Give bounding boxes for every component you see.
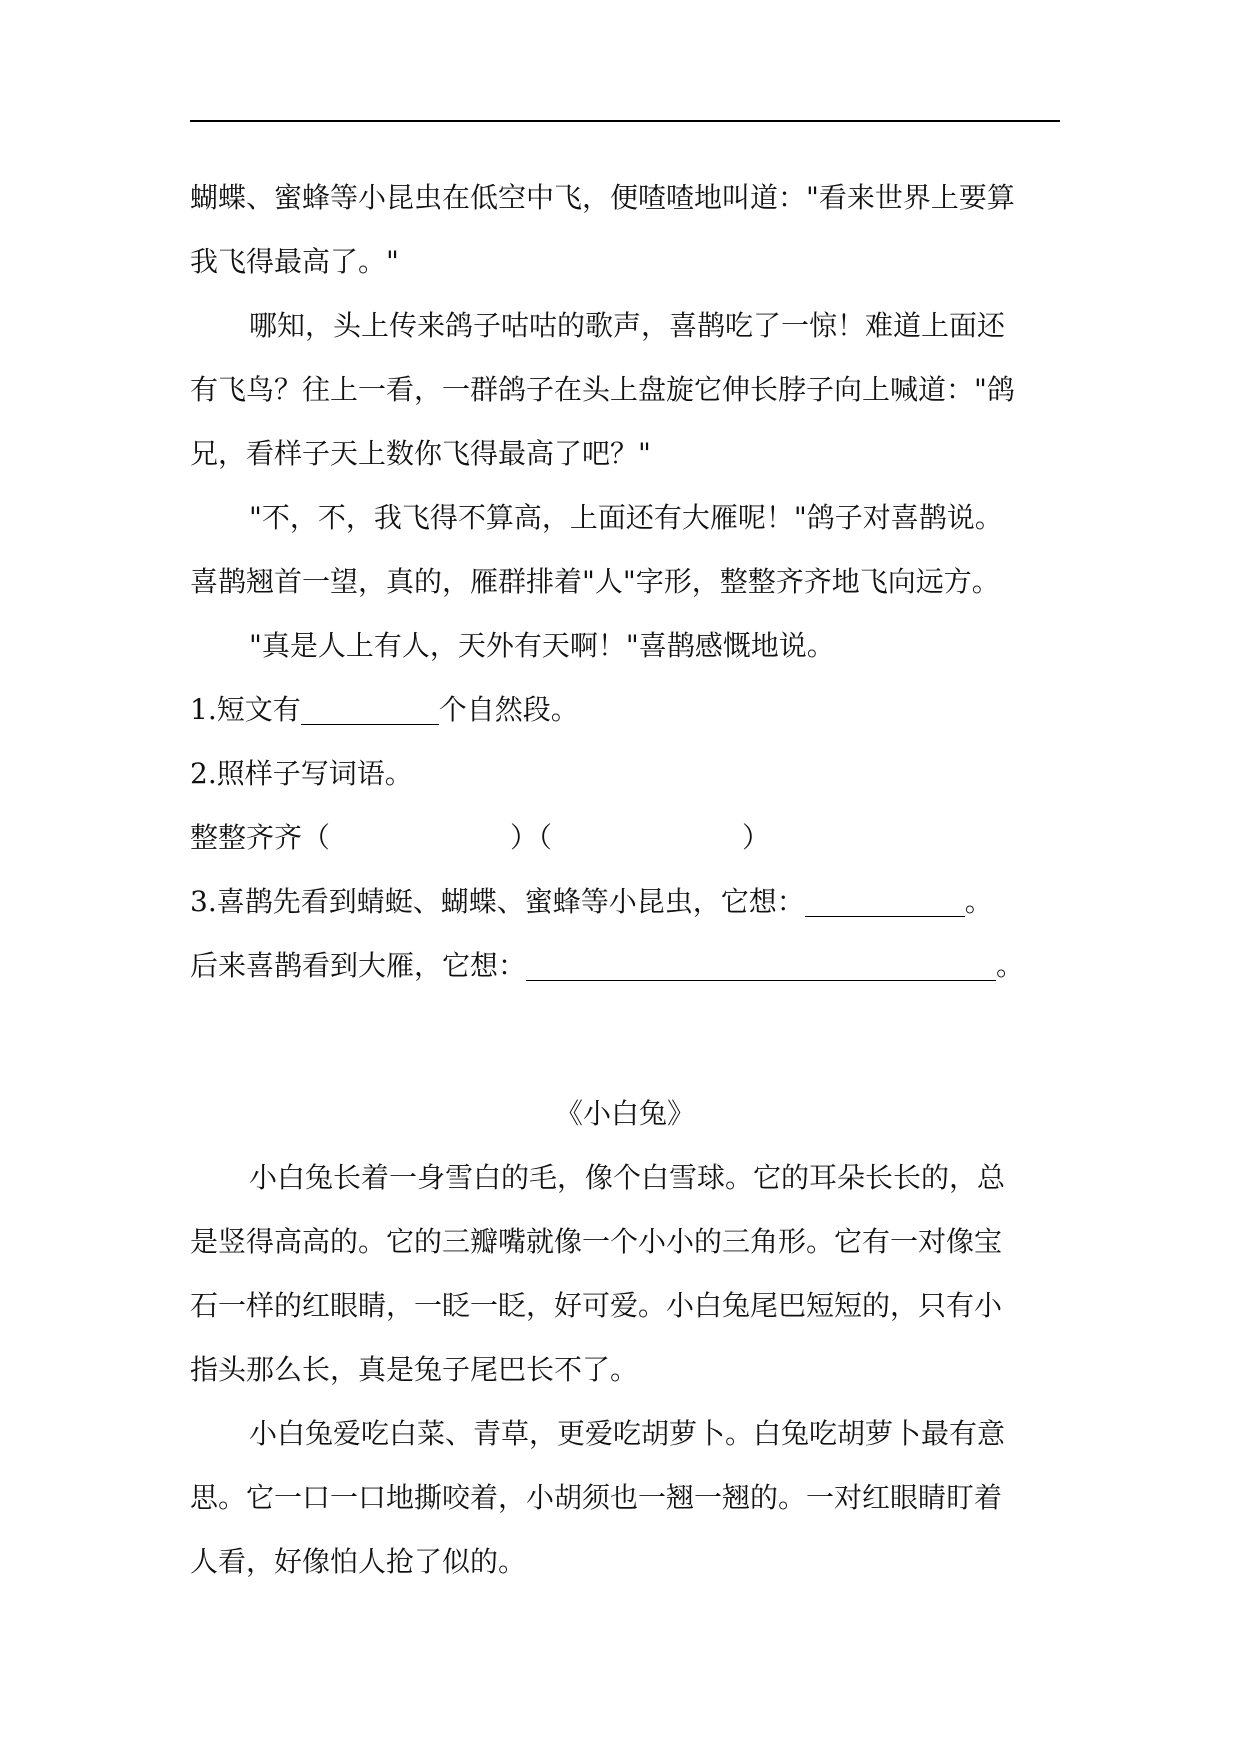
bracket-separator: ）（ (510, 821, 553, 854)
question-1-suffix: 个自然段。 (438, 693, 579, 726)
passage2-title: 《小白兔》 (554, 1097, 695, 1130)
passage1-line: 蝴蝶、蜜蜂等小昆虫在低空中飞，便喳喳地叫道："看来世界上要算 (190, 181, 1015, 214)
passage2-line: 小白兔爱吃白菜、青草，更爱吃胡萝卜。白兔吃胡萝卜最有意 (249, 1417, 1006, 1450)
answer-blank-1[interactable] (301, 694, 439, 725)
passage2-line: 人看，好像怕人抢了似的。 (190, 1545, 527, 1578)
question-3-line2 (190, 946, 1070, 986)
question-2: 2.照样子写词语。 (190, 757, 413, 790)
passage2-line: 是竖得高高的。它的三瓣嘴就像一个小小的三角形。它有一对像宝 (190, 1225, 1003, 1258)
passage2-line: 小白兔长着一身雪白的毛，像个白雪球。它的耳朵长长的，总 (249, 1161, 1006, 1194)
question-3-period: 。 (964, 885, 993, 918)
passage1-line: 兄，看样子天上数你飞得最高了吧？" (190, 437, 651, 470)
passage1-line: 哪知，头上传来鸽子咕咕的歌声，喜鹊吃了一惊！难道上面还 (249, 309, 1006, 342)
passage2-line: 思。它一口一口地撕咬着，小胡须也一翘一翘的。一对红眼睛盯着 (190, 1481, 1003, 1514)
question-3b-prefix: 后来喜鹊看到大雁，它想： (190, 949, 527, 982)
closing-bracket: ） (742, 821, 771, 854)
passage1-line: "不，不，我飞得不算高，上面还有大雁呢！"鸽子对喜鹊说。 (249, 501, 1003, 534)
passage1-line: 喜鹊翘首一望，真的，雁群排着"人"字形，整整齐齐地飞向远方。 (190, 565, 1000, 598)
passage1-line: "真是人上有人，天外有天啊！"喜鹊感慨地说。 (249, 629, 835, 662)
example-word: 整整齐齐（ (190, 821, 331, 854)
passage2-line: 指头那么长，真是兔子尾巴长不了。 (190, 1353, 639, 1386)
header-rule (190, 120, 1060, 122)
question-3-line1 (190, 882, 1070, 922)
passage2-line: 石一样的红眼睛，一眨一眨，好可爱。小白兔尾巴短短的，只有小 (190, 1289, 1003, 1322)
answer-blank-3b[interactable] (526, 950, 996, 981)
question-1 (190, 690, 1070, 730)
passage1-line: 有飞鸟？往上一看，一群鸽子在头上盘旋它伸长脖子向上喊道："鸽 (190, 373, 1015, 406)
question-3-prefix: 3.喜鹊先看到蜻蜓、蝴蝶、蜜蜂等小昆虫，它想： (190, 885, 805, 918)
passage1-line: 我飞得最高了。" (190, 245, 399, 278)
answer-blank-3a[interactable] (805, 886, 965, 917)
question-2-example (190, 818, 1070, 858)
question-1-prefix: 1.短文有 (190, 693, 301, 726)
question-3b-period: 。 (996, 949, 1025, 982)
